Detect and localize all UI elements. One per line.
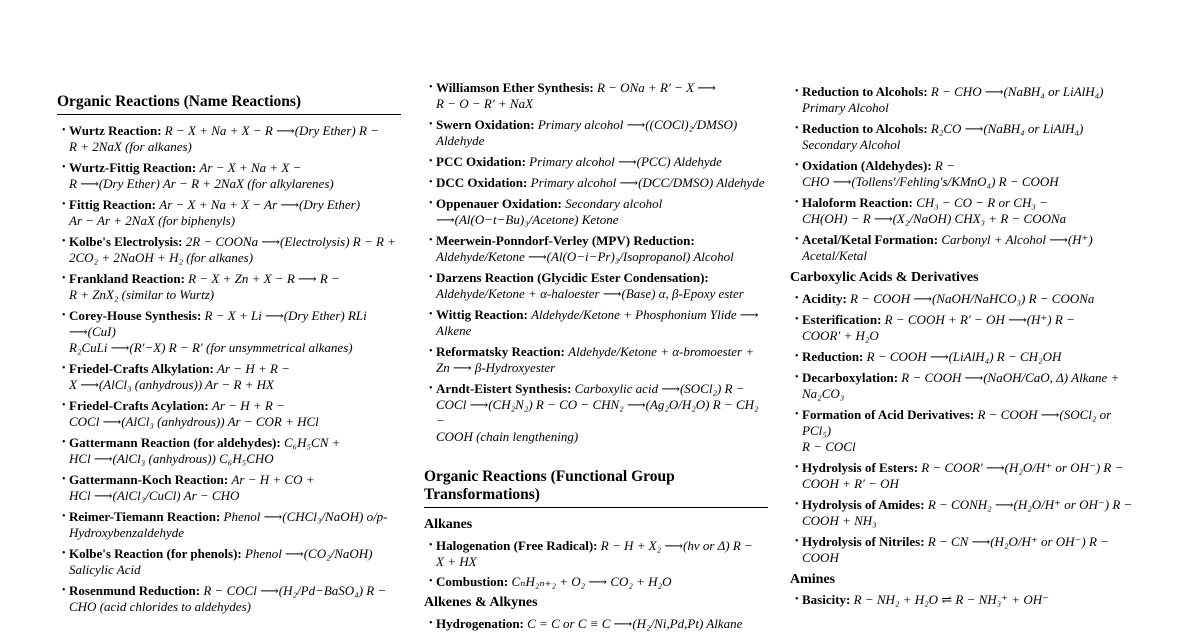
- reaction-item: [790, 407, 1135, 455]
- column-1: [57, 0, 401, 620]
- reaction-equation: Secondary Alcohol: [802, 137, 901, 152]
- reaction-equation: Phenol ⟶(CO₂/NaOH): [244, 546, 373, 561]
- reaction-item: [57, 435, 401, 467]
- reaction-title: Kolbe's Electrolysis:: [69, 234, 183, 249]
- reaction-item: [57, 271, 401, 303]
- reaction-item: [790, 312, 1135, 344]
- reaction-equation: X + HX: [436, 554, 477, 569]
- reaction-item: [57, 472, 401, 504]
- reaction-equation: Ar − X + Na + X − Ar ⟶(Dry Ether): [159, 197, 361, 212]
- reaction-title: Hydrolysis of Esters:: [802, 460, 919, 475]
- reaction-item: [424, 196, 768, 228]
- reaction-item: [790, 349, 1135, 365]
- reaction-equation: R − COOH ⟶(NaOH/CaO, Δ) Alkane +: [901, 370, 1120, 385]
- reaction-title: Hydrolysis of Amides:: [802, 497, 925, 512]
- reaction-equation: CHO ⟶(Tollens′/Fehling′s/KMnO₄) R − COOH: [802, 174, 1059, 189]
- reaction-title: Reduction to Alcohols:: [802, 84, 928, 99]
- reaction-title: Decarboxylation:: [802, 370, 899, 385]
- reaction-item: [790, 232, 1135, 264]
- reaction-equation: COOH (chain lengthening): [436, 429, 579, 444]
- column-3: [790, 0, 1135, 611]
- reaction-title: Basicity:: [802, 592, 851, 607]
- reaction-item: [790, 84, 1135, 116]
- reaction-equation: C₆H₅CN +: [283, 435, 341, 450]
- reaction-equation: COOR′ + H₂O: [802, 328, 879, 343]
- reaction-equation: Primary Alcohol: [802, 100, 889, 115]
- reaction-item: [424, 233, 768, 265]
- subsection-alkanes: Alkanes: [424, 517, 473, 532]
- reaction-equation: R₂CO ⟶(NaBH₄ or LiAlH₄): [930, 121, 1084, 136]
- reaction-title: Combustion:: [436, 574, 509, 589]
- reaction-equation: R − COOH ⟶(SOCl₂ or PCl₅): [802, 407, 1112, 438]
- reaction-title: Oppenauer Oxidation:: [436, 196, 562, 211]
- reaction-item: [424, 80, 768, 112]
- reaction-item: [424, 307, 768, 339]
- reaction-equation: COCl ⟶(AlCl₃ (anhydrous)) Ar − COR + HCl: [69, 414, 319, 429]
- reaction-equation: Hydroxybenzaldehyde: [69, 525, 185, 540]
- reaction-equation: Na₂CO₃: [802, 386, 845, 401]
- reaction-title: Swern Oxidation:: [436, 117, 535, 132]
- reaction-title: Gattermann Reaction (for aldehydes):: [69, 435, 281, 450]
- reaction-item: [424, 574, 768, 590]
- reaction-equation: CₙH₂ₙ₊₂ + O₂ ⟶ CO₂ + H₂O: [511, 574, 672, 589]
- reaction-equation: R + ZnX₂ (similar to Wurtz): [69, 287, 215, 302]
- reaction-item: [424, 538, 768, 570]
- reaction-title: Oxidation (Aldehydes):: [802, 158, 932, 173]
- reaction-equation: R − H + X₂ ⟶(hν or Δ) R −: [600, 538, 753, 553]
- reaction-item: [424, 154, 768, 170]
- reaction-item: [424, 616, 768, 632]
- reaction-item: [790, 291, 1135, 307]
- reaction-equation: R₂CuLi ⟶(R′−X) R − R′ (for unsymmetrical alkanes): [69, 340, 353, 355]
- reaction-title: Wurtz-Fittig Reaction:: [69, 160, 197, 175]
- reaction-title: Halogenation (Free Radical):: [436, 538, 598, 553]
- reaction-equation: R − NH₂ + H₂O ⇌ R − NH₃⁺ + OH⁻: [853, 592, 1049, 607]
- reaction-equation: R − O − R′ + NaX: [436, 96, 534, 111]
- reaction-title: Friedel-Crafts Alkylation:: [69, 361, 214, 376]
- carboxylic-reactions-list: [790, 291, 1135, 566]
- reaction-equation: Aldehyde/Ketone + α-bromoester +: [568, 344, 755, 359]
- reaction-equation: R − CONH₂ ⟶(H₂O/H⁺ or OH⁻) R −: [927, 497, 1133, 512]
- reaction-equation: Ar − X + Na + X −: [199, 160, 302, 175]
- reaction-item: [57, 361, 401, 393]
- reaction-title: Darzens Reaction (Glycidic Ester Condensation):: [436, 270, 709, 285]
- reaction-item: [790, 497, 1135, 529]
- reaction-equation: CH(OH) − R ⟶(X₂/NaOH) CHX₃ + R − COONa: [802, 211, 1067, 226]
- reaction-item: [790, 121, 1135, 153]
- reaction-title: Frankland Reaction:: [69, 271, 185, 286]
- name-reactions-list: [57, 123, 401, 615]
- reaction-title: Reduction:: [802, 349, 864, 364]
- reaction-equation: R − ONa + R′ − X ⟶: [596, 80, 716, 95]
- reaction-equation: R + 2NaX (for alkanes): [69, 139, 192, 154]
- reaction-title: Fittig Reaction:: [69, 197, 157, 212]
- reaction-equation: Primary alcohol ⟶(PCC) Aldehyde: [529, 154, 722, 169]
- reaction-item: [424, 175, 768, 191]
- reaction-item: [790, 158, 1135, 190]
- reaction-equation: Aldehyde: [436, 133, 485, 148]
- reaction-equation: R − COOH ⟶(NaOH/NaHCO₃) R − COONa: [850, 291, 1095, 306]
- reaction-equation: R −: [934, 158, 955, 173]
- reaction-equation: Carbonyl + Alcohol ⟶(H⁺): [941, 232, 1093, 247]
- reaction-equation: Aldehyde/Ketone ⟶(Al(O−i−Pr)₃/Isopropanol) Alcohol: [436, 249, 734, 264]
- subsection-alkenes: Alkenes & Alkynes: [424, 595, 538, 610]
- carbonyl-reactions-list: [790, 84, 1135, 264]
- reaction-equation: HCl ⟶(AlCl₃/CuCl) Ar − CHO: [69, 488, 240, 503]
- reaction-item: [790, 370, 1135, 402]
- reaction-equation: C = C or C ≡ C ⟶(H₂/Ni,Pd,Pt) Alkane: [527, 616, 743, 631]
- section-heading: Organic Reactions (Name Reactions): [57, 93, 401, 115]
- reaction-equation: Carboxylic acid ⟶(SOCl₂) R −: [574, 381, 745, 396]
- reaction-equation: Alkene: [436, 323, 472, 338]
- reaction-title: Rosenmund Reduction:: [69, 583, 201, 598]
- reaction-item: [790, 460, 1135, 492]
- reaction-equation: 2CO₂ + 2NaOH + H₂ (for alkanes): [69, 250, 254, 265]
- reaction-item: [57, 308, 401, 356]
- reaction-title: Hydrogenation:: [436, 616, 524, 631]
- reaction-title: Corey-House Synthesis:: [69, 308, 202, 323]
- reaction-title: Esterification:: [802, 312, 882, 327]
- reaction-equation: CHO (acid chlorides to aldehydes): [69, 599, 251, 614]
- reaction-equation: R − COCl: [802, 439, 856, 454]
- reaction-item: [790, 592, 1135, 608]
- reaction-equation: X ⟶(AlCl₃ (anhydrous)) Ar − R + HX: [69, 377, 274, 392]
- column-2: [424, 0, 768, 636]
- subsection-amines: Amines: [790, 572, 836, 587]
- reaction-equation: R − COOH + R′ − OH ⟶(H⁺) R −: [884, 312, 1075, 327]
- reaction-title: Gattermann-Koch Reaction:: [69, 472, 229, 487]
- reaction-equation: COOH: [802, 550, 839, 565]
- reaction-equation: Aldehyde/Ketone + Phosphonium Ylide ⟶: [531, 307, 759, 322]
- reaction-equation: CH₃ − CO − R or CH₃ −: [916, 195, 1048, 210]
- reaction-equation: R − COCl ⟶(H₂/Pd−BaSO₄) R −: [203, 583, 387, 598]
- subsection-carboxylic: Carboxylic Acids & Derivatives: [790, 270, 979, 285]
- reaction-equation: R − X + Na + X − R ⟶(Dry Ether) R −: [164, 123, 379, 138]
- reaction-item: [57, 398, 401, 430]
- reaction-title: Reduction to Alcohols:: [802, 121, 928, 136]
- reaction-item: [57, 546, 401, 578]
- reaction-equation: COOH + NH₃: [802, 513, 877, 528]
- reaction-title: Formation of Acid Derivatives:: [802, 407, 975, 422]
- reaction-equation: COOH + R′ − OH: [802, 476, 899, 491]
- reaction-equation: Salicylic Acid: [69, 562, 141, 577]
- reaction-equation: COCl ⟶(CH₂N₂) R − CO − CHN₂ ⟶(Ag₂O/H₂O) R − CH₂ −: [436, 397, 759, 428]
- reaction-equation: R − CHO ⟶(NaBH₄ or LiAlH₄): [930, 84, 1104, 99]
- amine-reactions-list: [790, 592, 1135, 608]
- reaction-equation: HCl ⟶(AlCl₃ (anhydrous)) C₆H₅CHO: [69, 451, 274, 466]
- reaction-equation: R − COOR′ ⟶(H₂O/H⁺ or OH⁻) R −: [921, 460, 1124, 475]
- reaction-item: [57, 509, 401, 541]
- reaction-item: [57, 160, 401, 192]
- reaction-title: Friedel-Crafts Acylation:: [69, 398, 209, 413]
- reaction-equation: Ar − Ar + 2NaX (for biphenyls): [69, 213, 236, 228]
- reaction-title: Hydrolysis of Nitriles:: [802, 534, 925, 549]
- reaction-item: [424, 381, 768, 445]
- reaction-item: [790, 195, 1135, 227]
- reaction-equation: Acetal/Ketal: [802, 248, 867, 263]
- reaction-title: Reformatsky Reaction:: [436, 344, 565, 359]
- section-heading: Organic Reactions (Functional Group Transformations): [424, 468, 768, 508]
- reaction-item: [57, 234, 401, 266]
- reaction-title: Arndt-Eistert Synthesis:: [436, 381, 572, 396]
- reaction-equation: Primary alcohol ⟶((COCl)₂/DMSO): [537, 117, 738, 132]
- reaction-equation: R − CN ⟶(H₂O/H⁺ or OH⁻) R −: [927, 534, 1109, 549]
- reaction-equation: R − X + Li ⟶(Dry Ether) RLi ⟶(CuI): [69, 308, 367, 339]
- alkene-reactions-list: [424, 616, 768, 632]
- reaction-title: Haloform Reaction:: [802, 195, 913, 210]
- reaction-equation: Phenol ⟶(CHCl₃/NaOH) o/p-: [223, 509, 388, 524]
- reaction-equation: ⟶(Al(O−t−Bu)₃/Acetone) Ketone: [436, 212, 619, 227]
- reaction-title: DCC Oxidation:: [436, 175, 528, 190]
- reaction-title: Wurtz Reaction:: [69, 123, 162, 138]
- reaction-item: [57, 197, 401, 229]
- reaction-title: Wittig Reaction:: [436, 307, 528, 322]
- reaction-item: [790, 534, 1135, 566]
- reaction-equation: Aldehyde/Ketone + α-haloester ⟶(Base) α, β-Epoxy ester: [436, 286, 744, 301]
- reaction-title: Acidity:: [802, 291, 847, 306]
- reaction-title: Meerwein-Ponndorf-Verley (MPV) Reduction:: [436, 233, 695, 248]
- reaction-equation: 2R − COONa ⟶(Electrolysis) R − R +: [185, 234, 396, 249]
- alkane-reactions-list: [424, 538, 768, 590]
- reaction-title: Acetal/Ketal Formation:: [802, 232, 939, 247]
- reaction-item: [424, 270, 768, 302]
- reaction-title: Williamson Ether Synthesis:: [436, 80, 594, 95]
- reaction-equation: Secondary alcohol: [565, 196, 663, 211]
- reaction-title: PCC Oxidation:: [436, 154, 526, 169]
- reaction-equation: R − X + Zn + X − R ⟶ R −: [188, 271, 340, 286]
- reaction-equation: Ar − H + R −: [211, 398, 285, 413]
- reaction-item: [57, 583, 401, 615]
- reaction-equation: Ar − H + R −: [217, 361, 290, 376]
- reaction-equation: Ar − H + CO +: [231, 472, 315, 487]
- reaction-item: [57, 123, 401, 155]
- reaction-equation: Primary alcohol ⟶(DCC/DMSO) Aldehyde: [530, 175, 765, 190]
- reactions-list-continued: [424, 80, 768, 445]
- reaction-item: [424, 344, 768, 376]
- reaction-item: [424, 117, 768, 149]
- reaction-equation: R ⟶(Dry Ether) Ar − R + 2NaX (for alkylarenes): [69, 176, 334, 191]
- reaction-title: Reimer-Tiemann Reaction:: [69, 509, 221, 524]
- reaction-equation: Zn ⟶ β-Hydroxyester: [436, 360, 556, 375]
- reaction-title: Kolbe's Reaction (for phenols):: [69, 546, 242, 561]
- reaction-equation: R − COOH ⟶(LiAlH₄) R − CH₂OH: [866, 349, 1062, 364]
